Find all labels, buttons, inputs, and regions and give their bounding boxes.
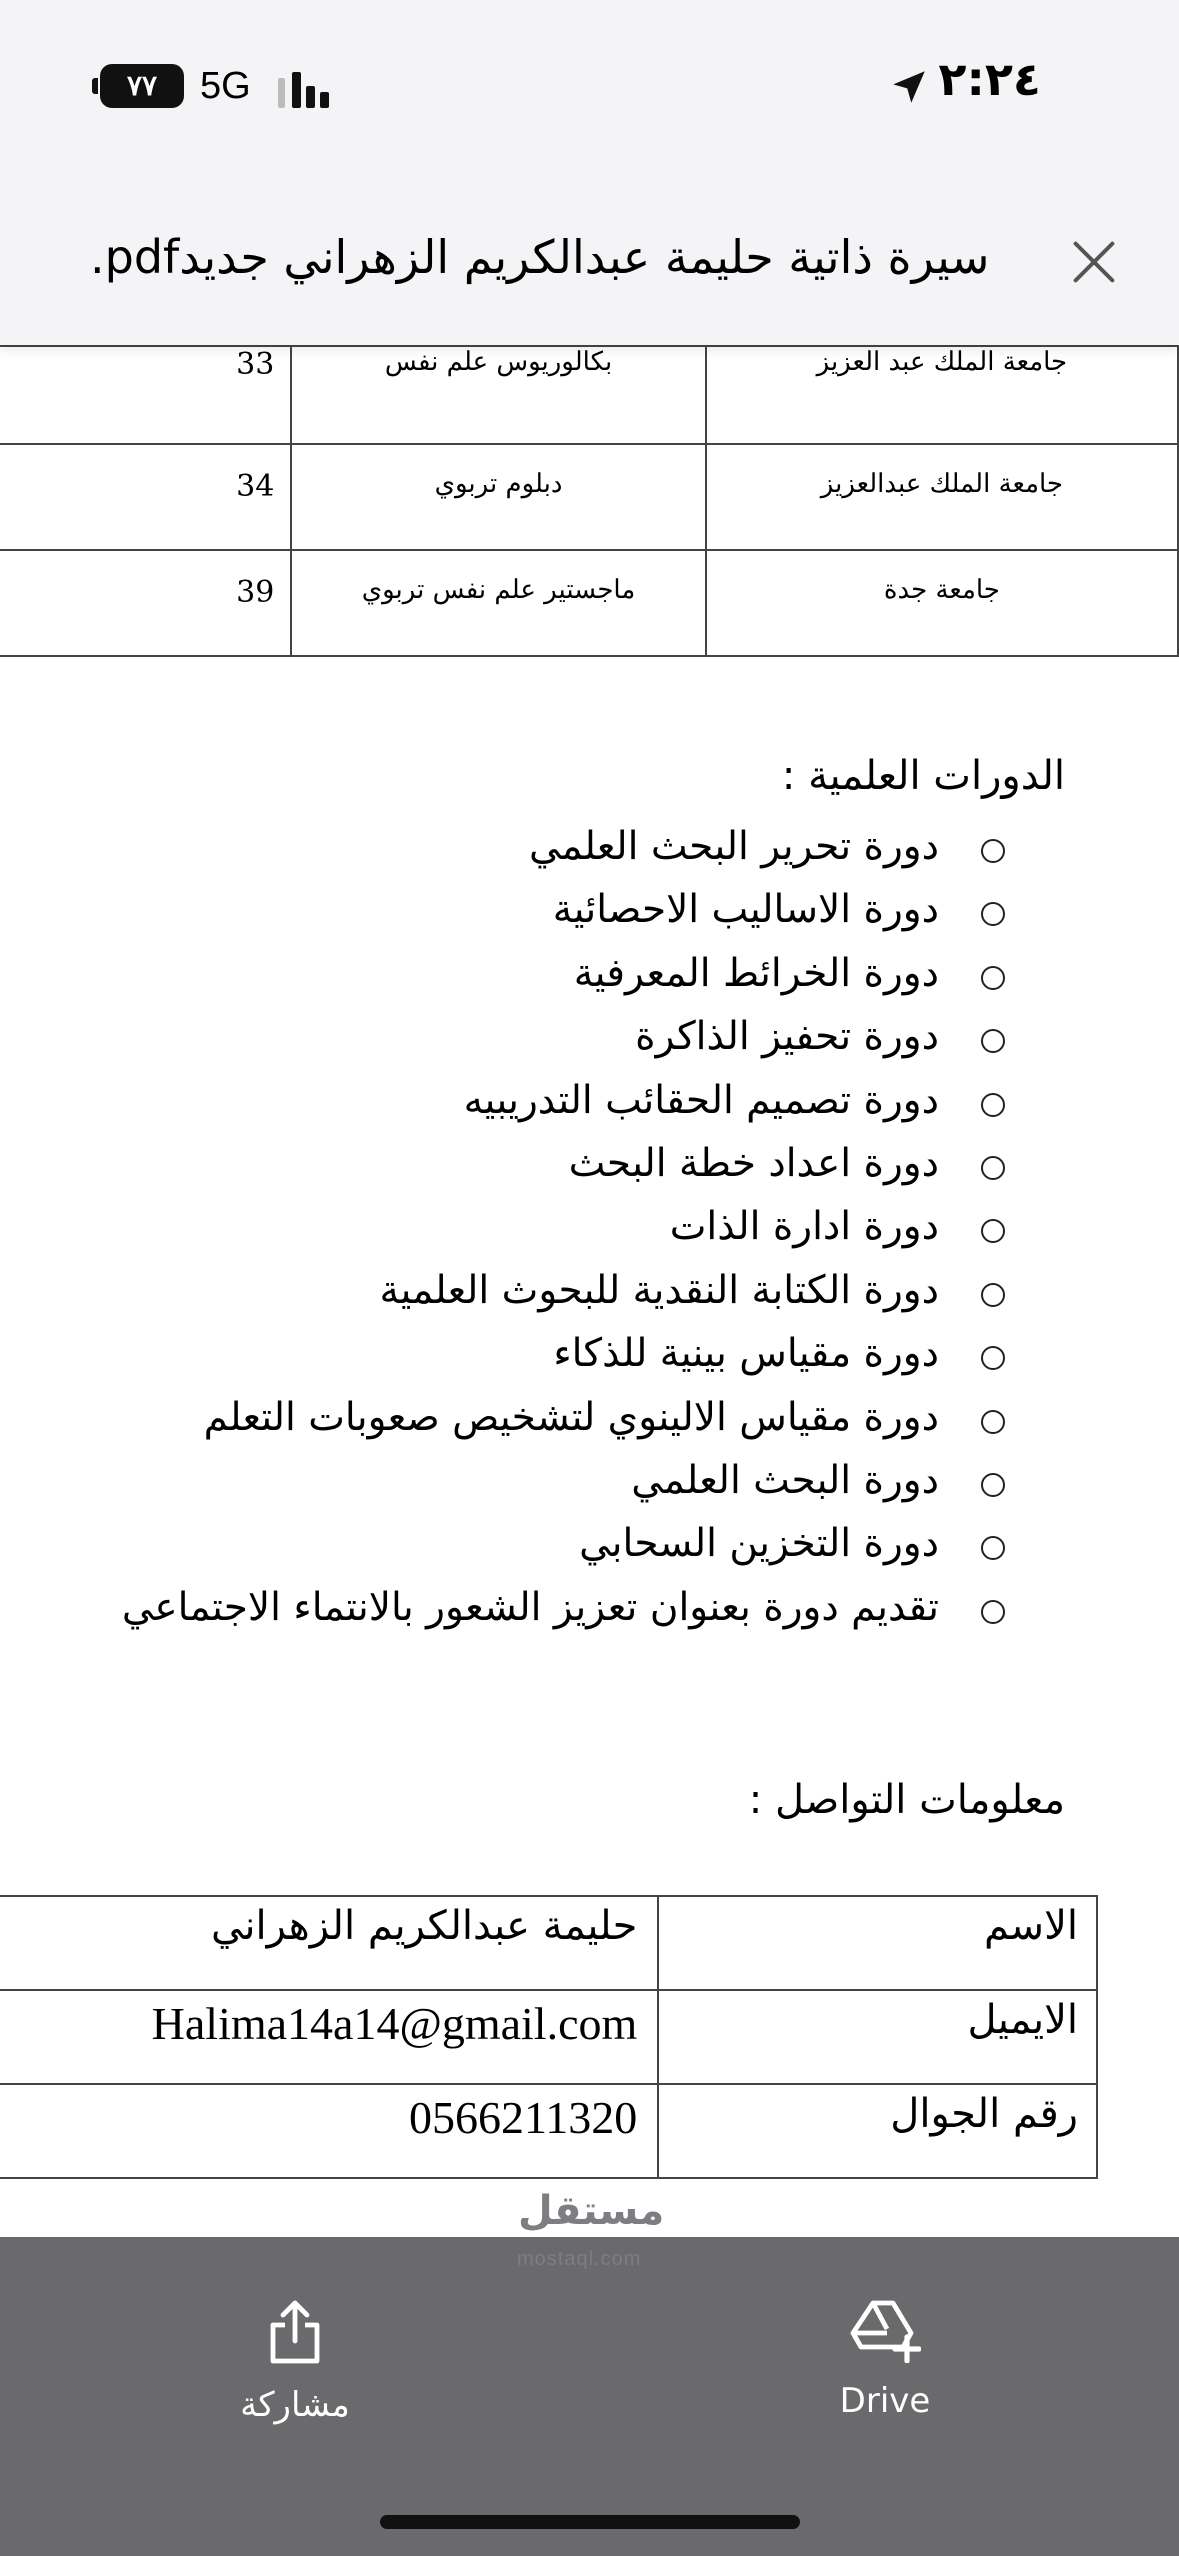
list-item: دورة تصميم الحقائب التدريبيه xyxy=(0,1071,1179,1134)
table-row xyxy=(0,346,1178,444)
year-cell: 39 xyxy=(0,550,291,656)
degree-cell: دبلوم تربوي xyxy=(291,444,705,550)
circle-bullet-icon xyxy=(981,1410,1005,1434)
table-row xyxy=(0,1990,1097,2084)
contact-label: رقم الجوال xyxy=(658,2084,1097,2178)
phone-link[interactable]: 0566211320 xyxy=(0,2084,658,2178)
university-cell: جامعة جدة xyxy=(706,550,1178,656)
share-label: مشاركة xyxy=(240,2385,350,2425)
circle-bullet-icon xyxy=(981,1600,1005,1624)
list-item: دورة اعداد خطة البحث xyxy=(0,1134,1179,1197)
list-item: دورة تحفيز الذاكرة xyxy=(0,1007,1179,1070)
university-cell: جامعة الملك عبدالعزيز xyxy=(706,444,1178,550)
contact-table xyxy=(0,1895,1098,2179)
signal-icon xyxy=(278,64,338,108)
network-type: 5G xyxy=(200,65,251,107)
education-table xyxy=(0,345,1179,657)
table-row xyxy=(0,550,1178,656)
circle-bullet-icon xyxy=(981,1029,1005,1053)
circle-bullet-icon xyxy=(981,1093,1005,1117)
courses-list xyxy=(0,817,1179,1641)
degree-cell: ماجستير علم نفس تربوي xyxy=(291,550,705,656)
watermark-url: mostaql.com xyxy=(517,2248,642,2270)
list-item: دورة ادارة الذات xyxy=(0,1197,1179,1260)
email-link[interactable]: Halima14a14@gmail.com xyxy=(0,1990,658,2084)
pdf-page[interactable] xyxy=(0,345,1179,2237)
list-item: دورة البحث العلمي xyxy=(0,1451,1179,1514)
document-title: .pdfسيرة ذاتية حليمة عبدالكريم الزهراني جديد xyxy=(90,230,990,284)
watermark-logo: مستقل xyxy=(518,2188,665,2234)
circle-bullet-icon xyxy=(981,1346,1005,1370)
year-cell: 34 xyxy=(0,444,291,550)
bottom-toolbar xyxy=(0,2188,1179,2556)
courses-heading: الدورات العلمية : xyxy=(781,753,1065,799)
drive-label: Drive xyxy=(839,2381,931,2421)
year-cell: 33 xyxy=(0,346,291,444)
list-item: تقديم دورة بعنوان تعزيز الشعور بالانتماء الاجتماعي xyxy=(0,1578,1179,1641)
list-item: دورة مقياس بينية للذكاء xyxy=(0,1324,1179,1387)
status-bar xyxy=(0,0,1179,170)
table-row xyxy=(0,444,1178,550)
contact-label: الايميل xyxy=(658,1990,1097,2084)
document-title-bar xyxy=(0,170,1179,345)
battery-tip xyxy=(92,78,98,94)
battery-icon: ٧٧ xyxy=(100,64,184,108)
close-icon[interactable] xyxy=(1062,230,1126,294)
circle-bullet-icon xyxy=(981,902,1005,926)
location-arrow-icon xyxy=(888,66,930,108)
contact-value: حليمة عبدالكريم الزهراني xyxy=(0,1896,658,1990)
circle-bullet-icon xyxy=(981,1219,1005,1243)
university-cell: جامعة الملك عبد العزيز xyxy=(706,346,1178,444)
list-item: دورة التخزين السحابي xyxy=(0,1514,1179,1577)
degree-cell: بكالوريوس علم نفس xyxy=(291,346,705,444)
contact-heading: معلومات التواصل : xyxy=(748,1777,1065,1823)
share-button[interactable] xyxy=(195,2297,395,2425)
circle-bullet-icon xyxy=(981,966,1005,990)
table-row xyxy=(0,2084,1097,2178)
list-item: دورة الخرائط المعرفية xyxy=(0,944,1179,1007)
circle-bullet-icon xyxy=(981,1283,1005,1307)
circle-bullet-icon xyxy=(981,1473,1005,1497)
list-item: دورة مقياس الالينوي لتشخيص صعوبات التعلم xyxy=(0,1388,1179,1451)
home-indicator xyxy=(380,2515,800,2529)
circle-bullet-icon xyxy=(981,839,1005,863)
share-icon xyxy=(263,2297,327,2367)
clock: ٢:٢٤ xyxy=(938,52,1041,106)
drive-icon xyxy=(849,2297,921,2363)
circle-bullet-icon xyxy=(981,1156,1005,1180)
circle-bullet-icon xyxy=(981,1536,1005,1560)
list-item: دورة الاساليب الاحصائية xyxy=(0,880,1179,943)
table-row xyxy=(0,1896,1097,1990)
list-item: دورة تحرير البحث العلمي xyxy=(0,817,1179,880)
list-item: دورة الكتابة النقدية للبحوث العلمية xyxy=(0,1261,1179,1324)
drive-button[interactable] xyxy=(785,2297,985,2421)
contact-label: الاسم xyxy=(658,1896,1097,1990)
